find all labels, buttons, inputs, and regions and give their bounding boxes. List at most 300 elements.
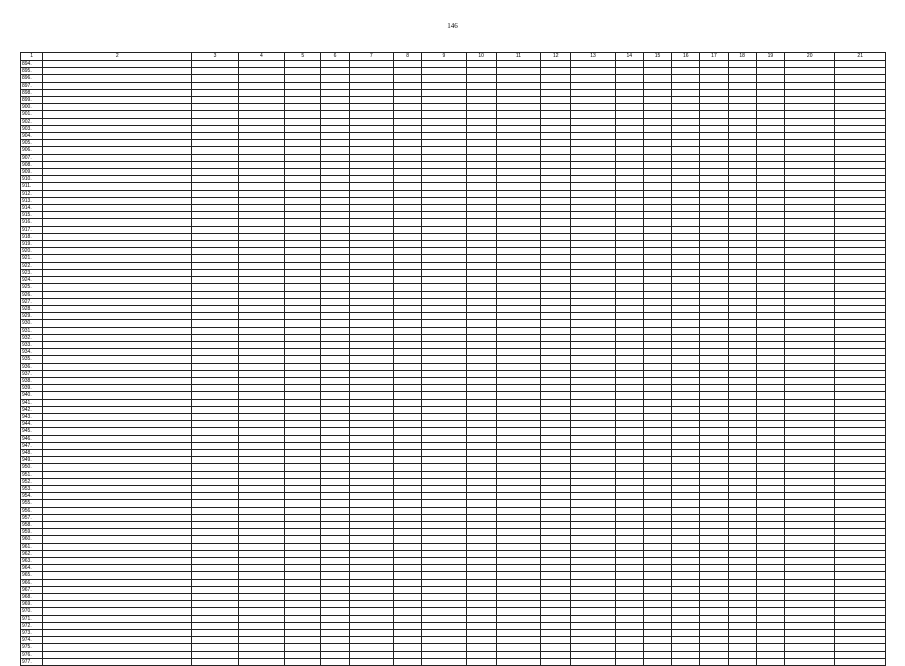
table-row — [21, 349, 886, 356]
value-cell — [672, 140, 700, 147]
value-cell — [349, 154, 393, 161]
value-cell — [835, 154, 886, 161]
table-row — [21, 233, 886, 240]
value-cell — [349, 500, 393, 507]
address-cell — [43, 183, 192, 190]
value-cell — [700, 262, 728, 269]
value-cell — [835, 305, 886, 312]
table-row — [21, 226, 886, 233]
value-cell — [700, 464, 728, 471]
value-cell — [756, 428, 784, 435]
value-cell — [541, 514, 571, 521]
value-cell — [349, 485, 393, 492]
value-cell — [349, 140, 393, 147]
value-cell — [571, 421, 615, 428]
value-cell — [643, 399, 671, 406]
value-cell — [541, 161, 571, 168]
value-cell — [541, 464, 571, 471]
value-cell — [756, 133, 784, 140]
value-cell — [700, 637, 728, 644]
value-cell — [496, 651, 540, 658]
value-cell — [349, 89, 393, 96]
value-cell — [756, 399, 784, 406]
value-cell — [238, 75, 284, 82]
value-cell — [835, 82, 886, 89]
value-cell — [422, 356, 466, 363]
row-number-cell: 949. — [21, 457, 43, 464]
value-cell — [785, 500, 835, 507]
value-cell — [393, 550, 421, 557]
value-cell — [615, 586, 643, 593]
value-cell — [192, 550, 238, 557]
value-cell — [466, 205, 496, 212]
value-cell — [835, 543, 886, 550]
value-cell — [496, 125, 540, 132]
value-cell — [393, 579, 421, 586]
table-row — [21, 75, 886, 82]
value-cell — [756, 565, 784, 572]
value-cell — [615, 356, 643, 363]
value-cell — [643, 406, 671, 413]
value-cell — [393, 190, 421, 197]
value-cell — [643, 161, 671, 168]
value-cell — [571, 169, 615, 176]
value-cell — [672, 161, 700, 168]
value-cell — [756, 615, 784, 622]
value-cell — [285, 313, 321, 320]
value-cell — [756, 421, 784, 428]
address-cell — [43, 298, 192, 305]
value-cell — [321, 349, 349, 356]
value-cell — [571, 298, 615, 305]
value-cell — [700, 169, 728, 176]
table-row — [21, 68, 886, 75]
value-cell — [422, 125, 466, 132]
value-cell — [672, 125, 700, 132]
value-cell — [422, 493, 466, 500]
address-cell — [43, 543, 192, 550]
row-number-cell: 898. — [21, 89, 43, 96]
value-cell — [785, 169, 835, 176]
value-cell — [422, 197, 466, 204]
value-cell — [496, 241, 540, 248]
value-cell — [785, 385, 835, 392]
value-cell — [728, 75, 756, 82]
value-cell — [541, 305, 571, 312]
table-row — [21, 406, 886, 413]
value-cell — [728, 471, 756, 478]
value-cell — [728, 558, 756, 565]
value-cell — [422, 377, 466, 384]
value-cell — [393, 89, 421, 96]
value-cell — [643, 349, 671, 356]
value-cell — [835, 212, 886, 219]
value-cell — [541, 176, 571, 183]
value-cell — [541, 586, 571, 593]
value-cell — [643, 615, 671, 622]
value-cell — [422, 154, 466, 161]
value-cell — [422, 212, 466, 219]
value-cell — [571, 406, 615, 413]
value-cell — [192, 356, 238, 363]
value-cell — [643, 183, 671, 190]
table-body — [21, 61, 886, 666]
value-cell — [835, 421, 886, 428]
address-cell — [43, 493, 192, 500]
value-cell — [643, 377, 671, 384]
value-cell — [835, 197, 886, 204]
value-cell — [238, 385, 284, 392]
address-cell — [43, 514, 192, 521]
value-cell — [285, 594, 321, 601]
value-cell — [238, 637, 284, 644]
value-cell — [393, 313, 421, 320]
value-cell — [238, 118, 284, 125]
value-cell — [321, 176, 349, 183]
value-cell — [756, 406, 784, 413]
value-cell — [192, 586, 238, 593]
value-cell — [700, 68, 728, 75]
value-cell — [728, 349, 756, 356]
value-cell — [192, 205, 238, 212]
value-cell — [672, 97, 700, 104]
value-cell — [785, 428, 835, 435]
value-cell — [349, 241, 393, 248]
value-cell — [541, 457, 571, 464]
value-cell — [615, 226, 643, 233]
value-cell — [615, 399, 643, 406]
value-cell — [700, 219, 728, 226]
value-cell — [496, 493, 540, 500]
value-cell — [756, 658, 784, 665]
value-cell — [393, 457, 421, 464]
value-cell — [422, 399, 466, 406]
value-cell — [756, 269, 784, 276]
value-cell — [615, 392, 643, 399]
value-cell — [835, 637, 886, 644]
value-cell — [571, 118, 615, 125]
value-cell — [728, 205, 756, 212]
row-number-cell: 899. — [21, 97, 43, 104]
value-cell — [756, 284, 784, 291]
value-cell — [541, 356, 571, 363]
value-cell — [835, 241, 886, 248]
value-cell — [728, 269, 756, 276]
value-cell — [785, 284, 835, 291]
value-cell — [571, 435, 615, 442]
value-cell — [238, 82, 284, 89]
value-cell — [756, 334, 784, 341]
value-cell — [466, 449, 496, 456]
value-cell — [285, 320, 321, 327]
value-cell — [571, 190, 615, 197]
table-row — [21, 543, 886, 550]
value-cell — [422, 219, 466, 226]
value-cell — [321, 601, 349, 608]
value-cell — [349, 104, 393, 111]
value-cell — [672, 226, 700, 233]
address-cell — [43, 327, 192, 334]
value-cell — [285, 262, 321, 269]
value-cell — [321, 500, 349, 507]
row-number-cell: 974. — [21, 637, 43, 644]
column-number-12: 12 — [541, 53, 571, 61]
value-cell — [728, 500, 756, 507]
value-cell — [571, 413, 615, 420]
value-cell — [393, 61, 421, 68]
value-cell — [285, 543, 321, 550]
value-cell — [285, 377, 321, 384]
value-cell — [496, 406, 540, 413]
value-cell — [496, 248, 540, 255]
value-cell — [756, 125, 784, 132]
value-cell — [672, 313, 700, 320]
value-cell — [700, 341, 728, 348]
value-cell — [321, 298, 349, 305]
value-cell — [785, 111, 835, 118]
value-cell — [835, 514, 886, 521]
value-cell — [466, 61, 496, 68]
value-cell — [643, 449, 671, 456]
value-cell — [466, 608, 496, 615]
value-cell — [466, 133, 496, 140]
value-cell — [571, 399, 615, 406]
value-cell — [700, 471, 728, 478]
value-cell — [192, 269, 238, 276]
value-cell — [728, 320, 756, 327]
value-cell — [756, 507, 784, 514]
value-cell — [466, 385, 496, 392]
value-cell — [643, 255, 671, 262]
value-cell — [672, 205, 700, 212]
value-cell — [496, 219, 540, 226]
value-cell — [835, 392, 886, 399]
value-cell — [349, 449, 393, 456]
value-cell — [466, 558, 496, 565]
value-cell — [835, 255, 886, 262]
value-cell — [192, 377, 238, 384]
value-cell — [422, 406, 466, 413]
value-cell — [466, 118, 496, 125]
value-cell — [321, 190, 349, 197]
value-cell — [835, 341, 886, 348]
value-cell — [349, 413, 393, 420]
value-cell — [238, 550, 284, 557]
value-cell — [728, 579, 756, 586]
value-cell — [785, 219, 835, 226]
value-cell — [496, 630, 540, 637]
value-cell — [349, 377, 393, 384]
value-cell — [643, 248, 671, 255]
value-cell — [285, 392, 321, 399]
address-cell — [43, 586, 192, 593]
value-cell — [192, 305, 238, 312]
value-cell — [615, 428, 643, 435]
value-cell — [643, 536, 671, 543]
value-cell — [571, 61, 615, 68]
value-cell — [835, 248, 886, 255]
value-cell — [496, 212, 540, 219]
value-cell — [571, 140, 615, 147]
value-cell — [785, 514, 835, 521]
value-cell — [321, 277, 349, 284]
row-number-cell: 953. — [21, 485, 43, 492]
value-cell — [700, 579, 728, 586]
value-cell — [238, 176, 284, 183]
value-cell — [643, 133, 671, 140]
value-cell — [728, 550, 756, 557]
value-cell — [285, 565, 321, 572]
value-cell — [238, 298, 284, 305]
value-cell — [285, 522, 321, 529]
address-cell — [43, 385, 192, 392]
row-number-cell: 954. — [21, 493, 43, 500]
value-cell — [571, 464, 615, 471]
value-cell — [571, 457, 615, 464]
value-cell — [285, 82, 321, 89]
row-number-cell: 894. — [21, 61, 43, 68]
value-cell — [672, 219, 700, 226]
value-cell — [496, 313, 540, 320]
value-cell — [835, 594, 886, 601]
value-cell — [466, 500, 496, 507]
value-cell — [393, 241, 421, 248]
value-cell — [496, 169, 540, 176]
value-cell — [496, 104, 540, 111]
value-cell — [541, 190, 571, 197]
value-cell — [571, 514, 615, 521]
value-cell — [643, 334, 671, 341]
value-cell — [238, 651, 284, 658]
value-cell — [615, 637, 643, 644]
value-cell — [321, 536, 349, 543]
row-number-cell: 952. — [21, 478, 43, 485]
row-number-cell: 904. — [21, 133, 43, 140]
value-cell — [643, 233, 671, 240]
value-cell — [285, 586, 321, 593]
value-cell — [321, 104, 349, 111]
value-cell — [238, 190, 284, 197]
value-cell — [466, 644, 496, 651]
value-cell — [672, 435, 700, 442]
address-cell — [43, 334, 192, 341]
value-cell — [238, 226, 284, 233]
value-cell — [349, 406, 393, 413]
value-cell — [466, 125, 496, 132]
value-cell — [835, 601, 886, 608]
value-cell — [672, 464, 700, 471]
value-cell — [393, 500, 421, 507]
value-cell — [422, 413, 466, 420]
value-cell — [496, 601, 540, 608]
row-number-cell: 923. — [21, 269, 43, 276]
value-cell — [571, 500, 615, 507]
value-cell — [541, 212, 571, 219]
value-cell — [835, 608, 886, 615]
value-cell — [321, 622, 349, 629]
value-cell — [756, 277, 784, 284]
value-cell — [192, 413, 238, 420]
value-cell — [541, 449, 571, 456]
value-cell — [756, 500, 784, 507]
value-cell — [672, 363, 700, 370]
value-cell — [541, 118, 571, 125]
value-cell — [349, 507, 393, 514]
value-cell — [496, 637, 540, 644]
value-cell — [238, 449, 284, 456]
value-cell — [728, 428, 756, 435]
value-cell — [728, 82, 756, 89]
value-cell — [466, 183, 496, 190]
value-cell — [496, 176, 540, 183]
value-cell — [192, 565, 238, 572]
value-cell — [728, 493, 756, 500]
value-cell — [835, 334, 886, 341]
value-cell — [321, 651, 349, 658]
value-cell — [541, 61, 571, 68]
value-cell — [756, 82, 784, 89]
value-cell — [541, 630, 571, 637]
value-cell — [192, 464, 238, 471]
value-cell — [756, 435, 784, 442]
address-cell — [43, 140, 192, 147]
value-cell — [785, 529, 835, 536]
value-cell — [192, 212, 238, 219]
value-cell — [496, 356, 540, 363]
value-cell — [192, 449, 238, 456]
value-cell — [393, 377, 421, 384]
value-cell — [422, 305, 466, 312]
table-row — [21, 363, 886, 370]
value-cell — [349, 428, 393, 435]
value-cell — [571, 82, 615, 89]
value-cell — [321, 68, 349, 75]
value-cell — [466, 248, 496, 255]
value-cell — [615, 269, 643, 276]
value-cell — [835, 615, 886, 622]
value-cell — [835, 161, 886, 168]
value-cell — [466, 349, 496, 356]
value-cell — [785, 572, 835, 579]
value-cell — [192, 291, 238, 298]
value-cell — [192, 284, 238, 291]
value-cell — [349, 399, 393, 406]
value-cell — [393, 97, 421, 104]
value-cell — [672, 183, 700, 190]
value-cell — [192, 97, 238, 104]
value-cell — [285, 190, 321, 197]
table-row — [21, 615, 886, 622]
value-cell — [422, 637, 466, 644]
value-cell — [643, 75, 671, 82]
value-cell — [541, 147, 571, 154]
value-cell — [466, 241, 496, 248]
value-cell — [466, 356, 496, 363]
value-cell — [285, 68, 321, 75]
value-cell — [643, 630, 671, 637]
column-number-2: 2 — [43, 53, 192, 61]
value-cell — [835, 111, 886, 118]
value-cell — [835, 190, 886, 197]
value-cell — [785, 601, 835, 608]
value-cell — [349, 615, 393, 622]
value-cell — [728, 622, 756, 629]
value-cell — [496, 536, 540, 543]
row-number-cell: 915. — [21, 212, 43, 219]
value-cell — [728, 644, 756, 651]
value-cell — [541, 428, 571, 435]
value-cell — [466, 68, 496, 75]
